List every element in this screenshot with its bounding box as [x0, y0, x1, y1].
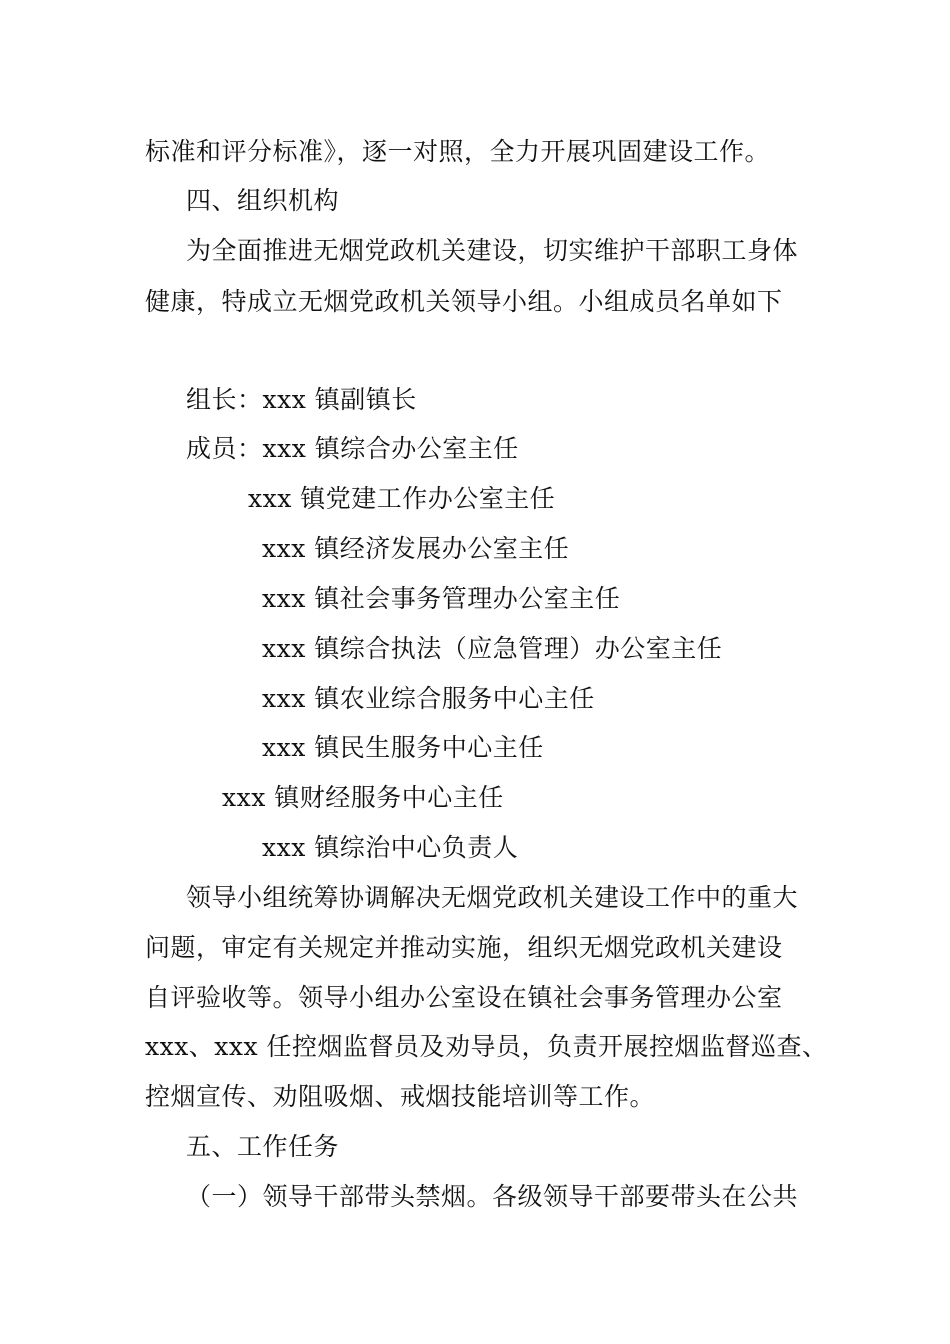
member-line: xxx 镇综合执法（应急管理）办公室主任 [262, 634, 723, 663]
paragraph-line: （一）领导干部带头禁烟。各级领导干部要带头在公共 [186, 1182, 799, 1211]
paragraph-line: 领导小组统筹协调解决无烟党政机关建设工作中的重大 [186, 883, 799, 912]
member-line: xxx 镇财经服务中心主任 [222, 783, 504, 812]
paragraph-line: 标准和评分标准》，逐一对照，全力开展巩固建设工作。 [145, 137, 771, 166]
section-heading: 五、工作任务 [186, 1132, 340, 1161]
paragraph-line: 自评验收等。领导小组办公室设在镇社会事务管理办公室 [145, 983, 783, 1012]
paragraph-line: 控烟宣传、劝阻吸烟、戒烟技能培训等工作。 [145, 1082, 656, 1111]
member-line: xxx 镇经济发展办公室主任 [262, 534, 570, 563]
section-heading: 四、组织机构 [186, 186, 340, 215]
member-line: xxx 镇社会事务管理办公室主任 [262, 584, 621, 613]
paragraph-line: 健康，特成立无烟党政机关领导小组。小组成员名单如下 [145, 287, 783, 316]
paragraph-line: xxx、xxx 任控烟监督员及劝导员，负责开展控烟监督巡查、 [145, 1032, 828, 1061]
leader-line: 组长：xxx 镇副镇长 [186, 385, 417, 414]
paragraph-line: 为全面推进无烟党政机关建设，切实维护干部职工身体 [186, 236, 799, 265]
member-line: xxx 镇党建工作办公室主任 [248, 484, 556, 513]
member-line: xxx 镇民生服务中心主任 [262, 733, 544, 762]
member-line: 成员：xxx 镇综合办公室主任 [186, 434, 519, 463]
member-line: xxx 镇综治中心负责人 [262, 833, 519, 862]
paragraph-line: 问题，审定有关规定并推动实施，组织无烟党政机关建设 [145, 933, 783, 962]
member-line: xxx 镇农业综合服务中心主任 [262, 684, 595, 713]
